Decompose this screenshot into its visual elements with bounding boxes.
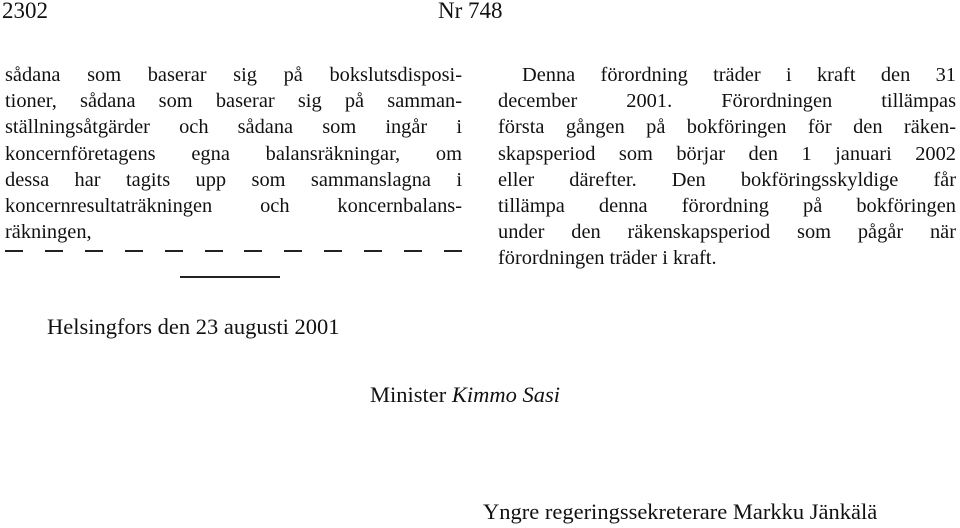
- right-line-5: eller därefter. Den bokföringsskyldige får: [498, 168, 956, 191]
- right-line-3: första gången på bokföringen för den räken-: [498, 116, 956, 139]
- dash-mark: [364, 250, 382, 252]
- minister-title: Minister: [370, 382, 447, 407]
- dash-mark: [244, 250, 262, 252]
- right-column-text: [498, 62, 956, 272]
- right-line-2: december 2001. Förordningen tillämpas: [498, 90, 956, 113]
- right-line-7: under den räkenskapsperiod som pågår när: [498, 221, 956, 244]
- dash-mark: [404, 250, 422, 252]
- left-line-4: koncernföretagens egna balansräkningar, om: [5, 142, 462, 165]
- left-line-5: dessa har tagits upp som sammanslagna i: [5, 168, 462, 191]
- document-number: Nr 748: [438, 0, 503, 23]
- page-number: 2302: [2, 0, 48, 23]
- place-date: Helsingfors den 23 augusti 2001: [47, 314, 340, 339]
- right-line-4: skapsperiod som börjar den 1 januari 2002: [498, 142, 956, 165]
- dash-mark: [324, 250, 342, 252]
- right-line-6: tillämpa denna förordning på bokföringen: [498, 195, 956, 218]
- short-rule: [180, 276, 280, 278]
- dash-mark: [45, 250, 63, 252]
- left-column-text: [5, 62, 462, 245]
- left-line-1: sådana som baserar sig på bokslutsdisposi-: [5, 64, 462, 86]
- dash-mark: [85, 250, 103, 252]
- dash-mark: [284, 250, 302, 252]
- dash-separator: [5, 250, 462, 252]
- dash-mark: [444, 250, 462, 252]
- dash-mark: [205, 250, 223, 252]
- left-line-6: koncernresultaträkningen och koncernbalans-: [5, 195, 462, 218]
- left-line-7: räkningen,: [5, 221, 92, 244]
- dash-mark: [5, 250, 23, 252]
- right-line-8: förordningen träder i kraft.: [498, 247, 717, 270]
- secretary-signature: Yngre regeringssekreterare Markku Jänkälä: [483, 499, 878, 524]
- right-line-1: Denna förordning träder i kraft den 31: [522, 64, 956, 86]
- minister-name: Kimmo Sasi: [451, 382, 561, 407]
- left-line-2: tioner, sådana som baserar sig på samman-: [5, 90, 462, 113]
- dash-mark: [165, 250, 183, 252]
- dash-mark: [125, 250, 143, 252]
- minister-signature: [370, 382, 560, 408]
- left-line-3: ställningsåtgärder och sådana som ingår i: [5, 116, 462, 139]
